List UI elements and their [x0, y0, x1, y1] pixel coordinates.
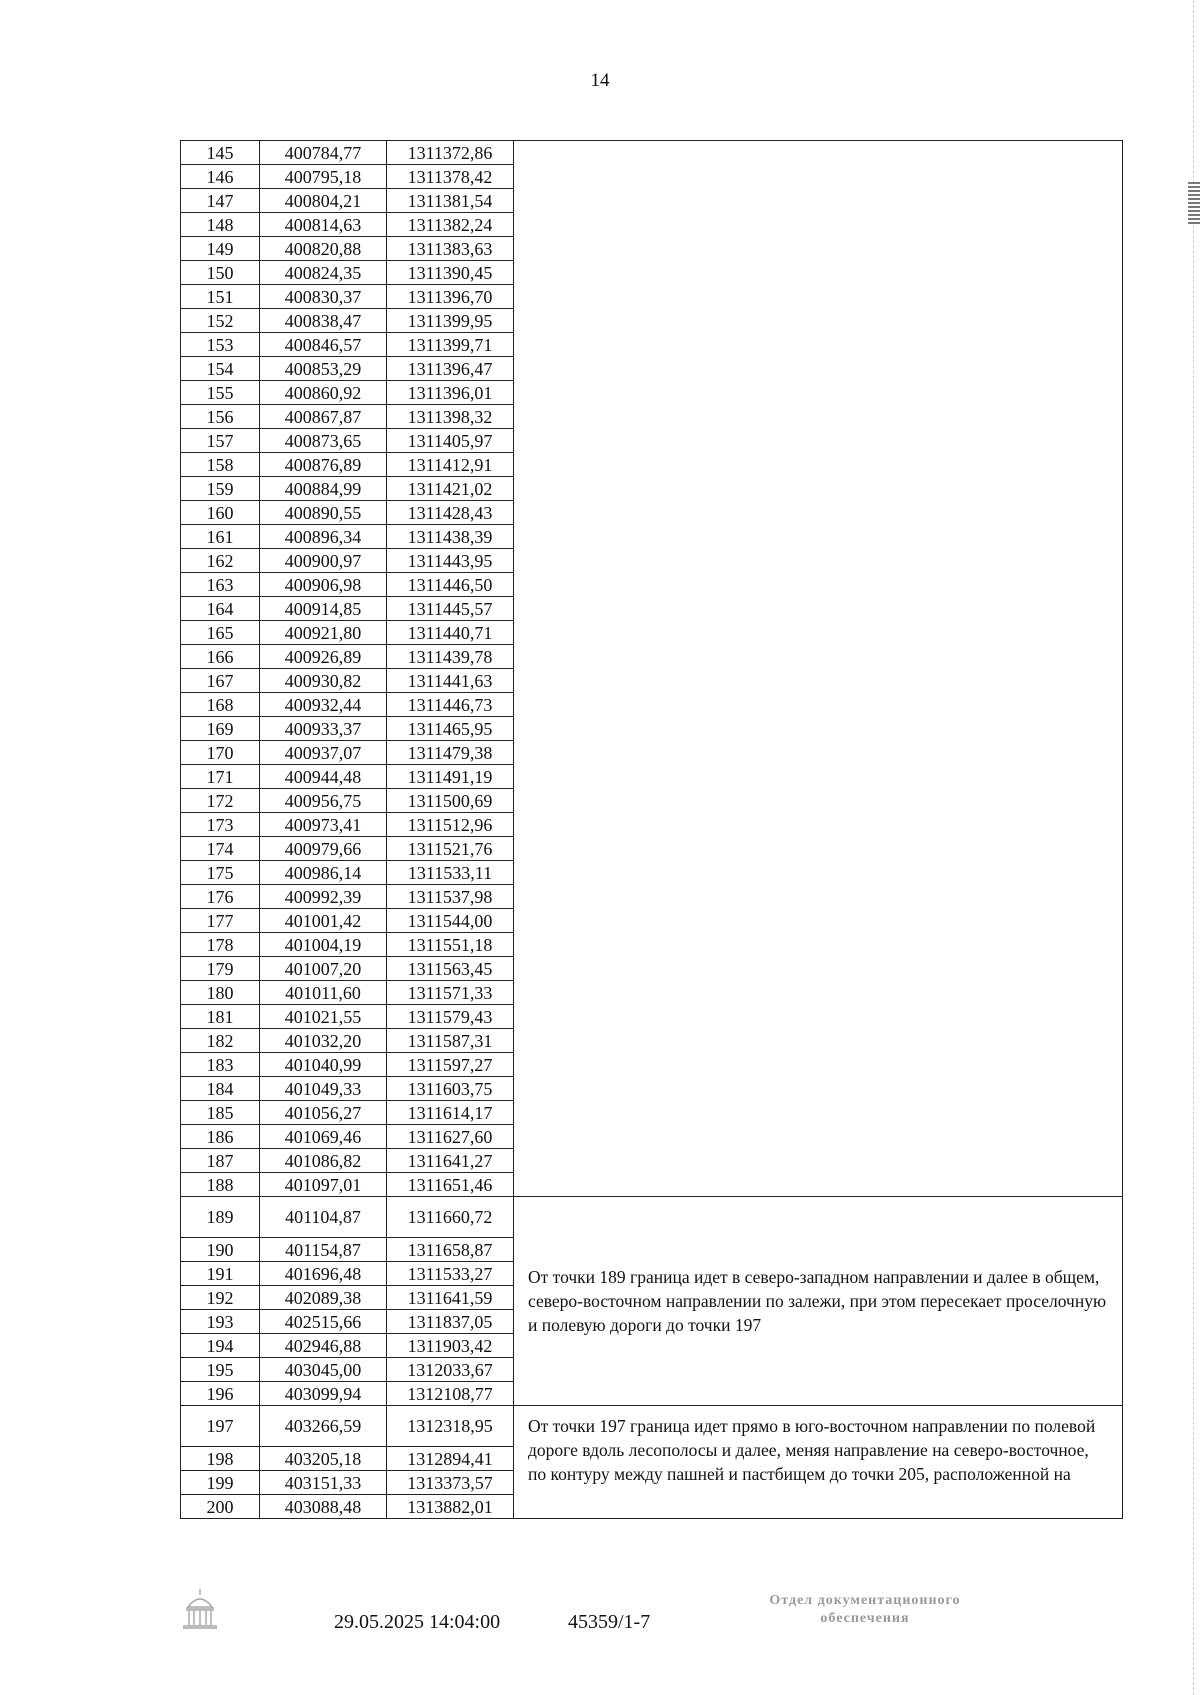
- y-coordinate-cell: 1311383,63: [387, 237, 514, 261]
- y-coordinate-cell: 1311651,46: [387, 1173, 514, 1197]
- footer-department-stamp: [700, 1592, 1030, 1628]
- y-coordinate-cell: 1311381,54: [387, 189, 514, 213]
- y-coordinate-cell: 1312894,41: [387, 1447, 514, 1471]
- x-coordinate-cell: 400824,35: [260, 261, 387, 285]
- point-number-cell: 182: [181, 1029, 260, 1053]
- y-coordinate-cell: 1311445,57: [387, 597, 514, 621]
- x-coordinate-cell: 400890,55: [260, 501, 387, 525]
- point-number-cell: 198: [181, 1447, 260, 1471]
- y-coordinate-cell: 1311597,27: [387, 1053, 514, 1077]
- table-row: [181, 1406, 1123, 1447]
- x-coordinate-cell: 403045,00: [260, 1358, 387, 1382]
- y-coordinate-cell: 1311399,71: [387, 333, 514, 357]
- point-number-cell: 175: [181, 861, 260, 885]
- x-coordinate-cell: 400973,41: [260, 813, 387, 837]
- scan-edge: [1191, 0, 1194, 1695]
- y-coordinate-cell: 1311641,27: [387, 1149, 514, 1173]
- x-coordinate-cell: 400884,99: [260, 477, 387, 501]
- point-number-cell: 184: [181, 1077, 260, 1101]
- x-coordinate-cell: 401011,60: [260, 981, 387, 1005]
- point-number-cell: 169: [181, 717, 260, 741]
- point-number-cell: 155: [181, 381, 260, 405]
- y-coordinate-cell: 1311660,72: [387, 1197, 514, 1238]
- page-number: 14: [590, 70, 610, 91]
- y-coordinate-cell: 1311446,50: [387, 573, 514, 597]
- point-number-cell: 165: [181, 621, 260, 645]
- x-coordinate-cell: 400944,48: [260, 765, 387, 789]
- y-coordinate-cell: 1311500,69: [387, 789, 514, 813]
- x-coordinate-cell: 401696,48: [260, 1262, 387, 1286]
- x-coordinate-cell: 400992,39: [260, 885, 387, 909]
- y-coordinate-cell: 1311533,27: [387, 1262, 514, 1286]
- coordinates-table-wrap: [180, 140, 1107, 1519]
- point-number-cell: 160: [181, 501, 260, 525]
- x-coordinate-cell: 400933,37: [260, 717, 387, 741]
- x-coordinate-cell: 400914,85: [260, 597, 387, 621]
- point-number-cell: 188: [181, 1173, 260, 1197]
- x-coordinate-cell: 401007,20: [260, 957, 387, 981]
- y-coordinate-cell: 1311641,59: [387, 1286, 514, 1310]
- y-coordinate-cell: 1311440,71: [387, 621, 514, 645]
- point-number-cell: 163: [181, 573, 260, 597]
- y-coordinate-cell: 1311587,31: [387, 1029, 514, 1053]
- point-number-cell: 174: [181, 837, 260, 861]
- x-coordinate-cell: 403099,94: [260, 1382, 387, 1406]
- x-coordinate-cell: 400784,77: [260, 141, 387, 165]
- point-number-cell: 195: [181, 1358, 260, 1382]
- y-coordinate-cell: 1311603,75: [387, 1077, 514, 1101]
- point-number-cell: 148: [181, 213, 260, 237]
- point-number-cell: 158: [181, 453, 260, 477]
- point-number-cell: 164: [181, 597, 260, 621]
- y-coordinate-cell: 1311563,45: [387, 957, 514, 981]
- coordinates-table-body: [181, 141, 1123, 1519]
- y-coordinate-cell: 1311399,95: [387, 309, 514, 333]
- y-coordinate-cell: 1311382,24: [387, 213, 514, 237]
- point-number-cell: 162: [181, 549, 260, 573]
- x-coordinate-cell: 400838,47: [260, 309, 387, 333]
- point-number-cell: 200: [181, 1495, 260, 1519]
- footer-dept-line2: обеспечения: [820, 1611, 910, 1626]
- y-coordinate-cell: 1311396,47: [387, 357, 514, 381]
- point-number-cell: 178: [181, 933, 260, 957]
- x-coordinate-cell: 400986,14: [260, 861, 387, 885]
- x-coordinate-cell: 400979,66: [260, 837, 387, 861]
- footer-doc-id: 45359/1-7: [568, 1611, 651, 1633]
- footer-date: 29.05.2025 14:04:00: [334, 1611, 501, 1633]
- x-coordinate-cell: 400956,75: [260, 789, 387, 813]
- y-coordinate-cell: 1311627,60: [387, 1125, 514, 1149]
- y-coordinate-cell: 1311551,18: [387, 933, 514, 957]
- point-number-cell: 159: [181, 477, 260, 501]
- y-coordinate-cell: 1311405,97: [387, 429, 514, 453]
- x-coordinate-cell: 400820,88: [260, 237, 387, 261]
- point-number-cell: 190: [181, 1238, 260, 1262]
- table-row: [181, 1197, 1123, 1238]
- y-coordinate-cell: 1311412,91: [387, 453, 514, 477]
- y-coordinate-cell: 1311446,73: [387, 693, 514, 717]
- point-number-cell: 185: [181, 1101, 260, 1125]
- y-coordinate-cell: 1311614,17: [387, 1101, 514, 1125]
- y-coordinate-cell: 1311537,98: [387, 885, 514, 909]
- point-number-cell: 147: [181, 189, 260, 213]
- y-coordinate-cell: 1313373,57: [387, 1471, 514, 1495]
- y-coordinate-cell: 1311439,78: [387, 645, 514, 669]
- boundary-description-cell: От точки 197 граница идет прямо в юго-восточном направлении по полевой дороге вдоль лесополосы и далее, меняя направление на северо-восточное, по контуру между пашней и пастбищем до точки 205, расположенной на: [514, 1406, 1123, 1519]
- x-coordinate-cell: 403088,48: [260, 1495, 387, 1519]
- scan-mark: [1188, 182, 1200, 226]
- y-coordinate-cell: 1313882,01: [387, 1495, 514, 1519]
- point-number-cell: 194: [181, 1334, 260, 1358]
- x-coordinate-cell: 400814,63: [260, 213, 387, 237]
- x-coordinate-cell: 401154,87: [260, 1238, 387, 1262]
- point-number-cell: 197: [181, 1406, 260, 1447]
- point-number-cell: 161: [181, 525, 260, 549]
- y-coordinate-cell: 1311658,87: [387, 1238, 514, 1262]
- point-number-cell: 152: [181, 309, 260, 333]
- point-number-cell: 172: [181, 789, 260, 813]
- point-number-cell: 156: [181, 405, 260, 429]
- y-coordinate-cell: 1311428,43: [387, 501, 514, 525]
- x-coordinate-cell: 400937,07: [260, 741, 387, 765]
- x-coordinate-cell: 401021,55: [260, 1005, 387, 1029]
- x-coordinate-cell: 400804,21: [260, 189, 387, 213]
- y-coordinate-cell: 1311396,70: [387, 285, 514, 309]
- y-coordinate-cell: 1311465,95: [387, 717, 514, 741]
- table-row: [181, 141, 1123, 165]
- point-number-cell: 167: [181, 669, 260, 693]
- x-coordinate-cell: 400930,82: [260, 669, 387, 693]
- x-coordinate-cell: 401104,87: [260, 1197, 387, 1238]
- point-number-cell: 145: [181, 141, 260, 165]
- point-number-cell: 189: [181, 1197, 260, 1238]
- y-coordinate-cell: 1311521,76: [387, 837, 514, 861]
- x-coordinate-cell: 400846,57: [260, 333, 387, 357]
- x-coordinate-cell: 402515,66: [260, 1310, 387, 1334]
- footer-dept-line1: Отдел документационного: [769, 1593, 961, 1608]
- point-number-cell: 154: [181, 357, 260, 381]
- point-number-cell: 191: [181, 1262, 260, 1286]
- x-coordinate-cell: 400876,89: [260, 453, 387, 477]
- point-number-cell: 181: [181, 1005, 260, 1029]
- y-coordinate-cell: 1311398,32: [387, 405, 514, 429]
- y-coordinate-cell: 1311443,95: [387, 549, 514, 573]
- y-coordinate-cell: 1311378,42: [387, 165, 514, 189]
- y-coordinate-cell: 1312318,95: [387, 1406, 514, 1447]
- y-coordinate-cell: 1311390,45: [387, 261, 514, 285]
- x-coordinate-cell: 400932,44: [260, 693, 387, 717]
- y-coordinate-cell: 1312033,67: [387, 1358, 514, 1382]
- x-coordinate-cell: 403151,33: [260, 1471, 387, 1495]
- y-coordinate-cell: 1311571,33: [387, 981, 514, 1005]
- x-coordinate-cell: 400873,65: [260, 429, 387, 453]
- point-number-cell: 146: [181, 165, 260, 189]
- x-coordinate-cell: 402946,88: [260, 1334, 387, 1358]
- point-number-cell: 166: [181, 645, 260, 669]
- point-number-cell: 186: [181, 1125, 260, 1149]
- x-coordinate-cell: 400926,89: [260, 645, 387, 669]
- x-coordinate-cell: 401056,27: [260, 1101, 387, 1125]
- point-number-cell: 150: [181, 261, 260, 285]
- x-coordinate-cell: 403205,18: [260, 1447, 387, 1471]
- point-number-cell: 192: [181, 1286, 260, 1310]
- building-dome-icon: [180, 1585, 220, 1633]
- point-number-cell: 173: [181, 813, 260, 837]
- x-coordinate-cell: 400906,98: [260, 573, 387, 597]
- y-coordinate-cell: 1311396,01: [387, 381, 514, 405]
- x-coordinate-cell: 401040,99: [260, 1053, 387, 1077]
- x-coordinate-cell: 401001,42: [260, 909, 387, 933]
- y-coordinate-cell: 1311544,00: [387, 909, 514, 933]
- x-coordinate-cell: 400795,18: [260, 165, 387, 189]
- x-coordinate-cell: 401032,20: [260, 1029, 387, 1053]
- point-number-cell: 170: [181, 741, 260, 765]
- y-coordinate-cell: 1311533,11: [387, 861, 514, 885]
- x-coordinate-cell: 401049,33: [260, 1077, 387, 1101]
- x-coordinate-cell: 401086,82: [260, 1149, 387, 1173]
- y-coordinate-cell: 1311579,43: [387, 1005, 514, 1029]
- y-coordinate-cell: 1311837,05: [387, 1310, 514, 1334]
- y-coordinate-cell: 1311512,96: [387, 813, 514, 837]
- y-coordinate-cell: 1312108,77: [387, 1382, 514, 1406]
- x-coordinate-cell: 400867,87: [260, 405, 387, 429]
- point-number-cell: 179: [181, 957, 260, 981]
- point-number-cell: 193: [181, 1310, 260, 1334]
- x-coordinate-cell: 402089,38: [260, 1286, 387, 1310]
- point-number-cell: 199: [181, 1471, 260, 1495]
- x-coordinate-cell: 400830,37: [260, 285, 387, 309]
- x-coordinate-cell: 403266,59: [260, 1406, 387, 1447]
- point-number-cell: 177: [181, 909, 260, 933]
- coordinates-table: [180, 140, 1123, 1519]
- point-number-cell: 180: [181, 981, 260, 1005]
- y-coordinate-cell: 1311421,02: [387, 477, 514, 501]
- point-number-cell: 176: [181, 885, 260, 909]
- x-coordinate-cell: 400900,97: [260, 549, 387, 573]
- point-number-cell: 187: [181, 1149, 260, 1173]
- point-number-cell: 157: [181, 429, 260, 453]
- boundary-description-cell: [514, 141, 1123, 1197]
- y-coordinate-cell: 1311903,42: [387, 1334, 514, 1358]
- x-coordinate-cell: 400896,34: [260, 525, 387, 549]
- x-coordinate-cell: 400921,80: [260, 621, 387, 645]
- y-coordinate-cell: 1311479,38: [387, 741, 514, 765]
- y-coordinate-cell: 1311372,86: [387, 141, 514, 165]
- point-number-cell: 149: [181, 237, 260, 261]
- point-number-cell: 168: [181, 693, 260, 717]
- x-coordinate-cell: 401004,19: [260, 933, 387, 957]
- point-number-cell: 153: [181, 333, 260, 357]
- x-coordinate-cell: 400860,92: [260, 381, 387, 405]
- y-coordinate-cell: 1311438,39: [387, 525, 514, 549]
- x-coordinate-cell: 400853,29: [260, 357, 387, 381]
- x-coordinate-cell: 401069,46: [260, 1125, 387, 1149]
- y-coordinate-cell: 1311491,19: [387, 765, 514, 789]
- point-number-cell: 183: [181, 1053, 260, 1077]
- point-number-cell: 151: [181, 285, 260, 309]
- point-number-cell: 196: [181, 1382, 260, 1406]
- y-coordinate-cell: 1311441,63: [387, 669, 514, 693]
- x-coordinate-cell: 401097,01: [260, 1173, 387, 1197]
- point-number-cell: 171: [181, 765, 260, 789]
- boundary-description-cell: От точки 189 граница идет в северо-западном направлении и далее в общем, северо-восточном направлении по залежи, при этом пересекает проселочную и полевую дороги до точки 197: [514, 1197, 1123, 1406]
